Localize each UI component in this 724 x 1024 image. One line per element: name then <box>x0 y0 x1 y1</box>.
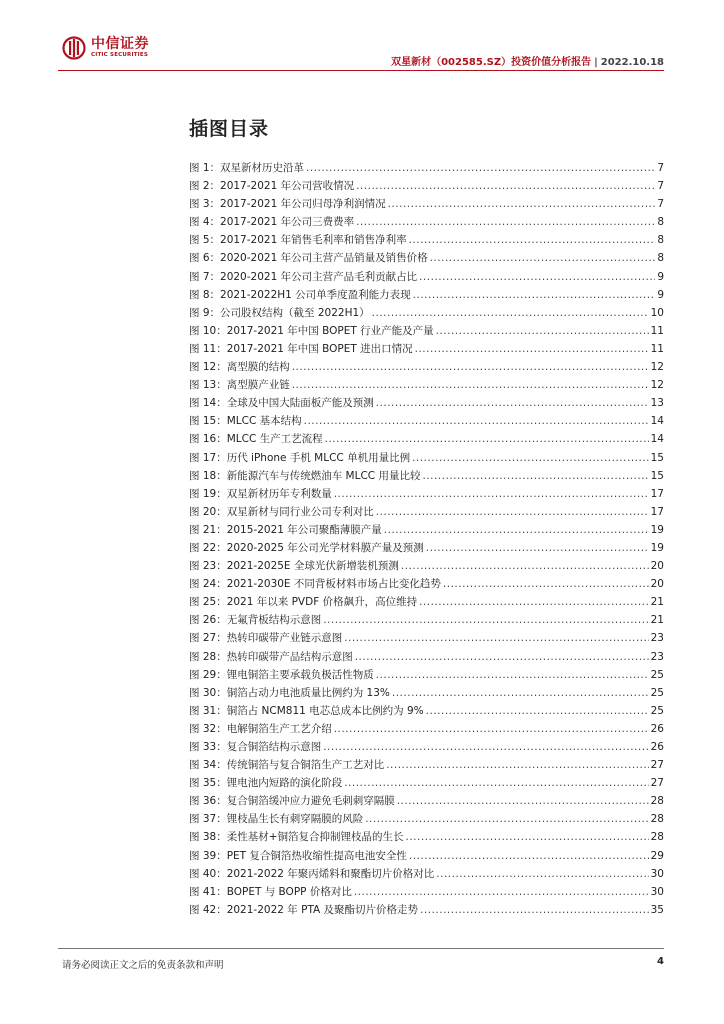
toc-entry-label: 图 11：2017-2021 年中国 BOPET 进出口情况 <box>189 342 413 355</box>
toc-dot-leader <box>401 560 649 572</box>
toc-entry-label: 图 28：热转印碳带产品结构示意图 <box>189 650 353 663</box>
toc-entry[interactable] <box>189 540 664 558</box>
toc-entry-label: 图 19：双星新材历年专利数量 <box>189 487 332 500</box>
toc-entry-label: 图 39：PET 复合铜箔热收缩性提高电池安全性 <box>189 849 407 862</box>
toc-entry-page: 27 <box>650 777 664 790</box>
toc-entry-page: 25 <box>650 686 664 699</box>
toc-entry-page: 13 <box>650 397 664 410</box>
logo-english-name: CITIC SECURITIES <box>91 52 149 59</box>
toc-dot-leader <box>409 234 656 246</box>
toc-entry-label: 图 7：2020-2021 年公司主营产品毛利贡献占比 <box>189 270 418 283</box>
toc-entry-page: 7 <box>657 198 664 211</box>
toc-entry-page: 29 <box>650 849 664 862</box>
toc-entry-label: 图 8：2021-2022H1 公司单季度盈利能力表现 <box>189 288 411 301</box>
toc-entry[interactable] <box>189 431 664 449</box>
toc-entry-label: 图 23：2021-2025E 全球光伏新增装机预测 <box>189 560 399 573</box>
toc-entry-label: 图 33：复合铜箔结构示意图 <box>189 741 322 753</box>
toc-entry-page: 8 <box>657 252 664 265</box>
toc-dot-leader <box>426 705 649 717</box>
toc-entry-label: 图 5：2017-2021 年销售毛利率和销售净利率 <box>189 234 407 247</box>
toc-dot-leader <box>306 162 655 174</box>
toc-entry[interactable] <box>189 323 664 341</box>
toc-entry-page: 35 <box>650 903 664 916</box>
toc-dot-leader <box>384 524 649 536</box>
toc-dot-leader <box>436 868 648 880</box>
toc-entry[interactable] <box>189 902 664 920</box>
toc-entry-page: 25 <box>650 704 664 717</box>
toc-dot-leader <box>420 904 649 916</box>
toc-entry-label: 图 21：2015-2021 年公司聚酯薄膜产量 <box>189 523 382 536</box>
footer-divider <box>58 948 664 949</box>
toc-dot-leader <box>355 651 649 663</box>
toc-entry-label: 图 16：MLCC 生产工艺流程 <box>189 433 323 446</box>
toc-dot-leader <box>365 813 648 825</box>
toc-entry[interactable] <box>189 178 664 196</box>
toc-dot-leader <box>292 379 649 391</box>
toc-entry-page: 20 <box>650 578 664 591</box>
toc-entry-label: 图 36：复合铜箔缓冲应力避免毛刺刺穿隔膜 <box>189 795 395 808</box>
toc-entry[interactable] <box>189 305 664 323</box>
toc-dot-leader <box>323 741 648 753</box>
toc-entry-label: 图 42：2021-2022 年 PTA 及聚酯切片价格走势 <box>189 903 419 916</box>
toc-dot-leader <box>376 506 649 518</box>
toc-dot-leader <box>419 596 649 608</box>
toc-dot-leader <box>325 433 649 445</box>
toc-dot-leader <box>443 578 649 590</box>
toc-entry-label: 图 3：2017-2021 年公司归母净利润情况 <box>189 198 386 211</box>
toc-entry-label: 图 13：离型膜产业链 <box>189 379 290 392</box>
toc-entry[interactable] <box>189 811 664 829</box>
toc-entry-page: 30 <box>650 885 664 898</box>
toc-dot-leader <box>376 397 649 409</box>
toc-entry[interactable] <box>189 468 664 486</box>
toc-entry-label: 图 34：传统铜箔与复合铜箔生产工艺对比 <box>189 759 385 772</box>
toc-dot-leader <box>323 614 648 626</box>
toc-entry[interactable] <box>189 413 664 431</box>
toc-entry-label: 图 22：2020-2025 年公司光学材料膜产量及预测 <box>189 541 424 554</box>
toc-entry[interactable] <box>189 649 664 667</box>
toc-entry[interactable] <box>189 667 664 685</box>
toc-dot-leader <box>422 470 648 482</box>
toc-entry-page: 27 <box>650 759 664 772</box>
toc-entry-page: 11 <box>650 342 664 355</box>
toc-entry-label: 图 35：锂电池内短路的演化阶段 <box>189 777 343 790</box>
header-divider <box>58 70 664 71</box>
toc-entry[interactable] <box>189 232 664 250</box>
toc-dot-leader <box>386 759 648 771</box>
toc-dot-leader <box>419 271 655 283</box>
toc-entry[interactable] <box>189 558 664 576</box>
toc-entry-label: 图 9：公司股权结构（截至 2022H1） <box>189 306 370 319</box>
figure-index-list <box>189 160 664 920</box>
toc-entry[interactable] <box>189 486 664 504</box>
toc-entry[interactable] <box>189 250 664 268</box>
toc-dot-leader <box>409 850 649 862</box>
toc-entry-page: 19 <box>650 541 664 554</box>
toc-entry-label: 图 14：全球及中国大陆面板产能及预测 <box>189 397 374 410</box>
toc-entry-page: 20 <box>650 560 664 573</box>
toc-dot-leader <box>334 488 649 500</box>
toc-dot-leader <box>388 198 656 210</box>
report-date: 2022.10.18 <box>600 57 664 68</box>
toc-entry[interactable] <box>189 612 664 630</box>
toc-entry-page: 15 <box>650 469 664 482</box>
toc-entry-label: 图 10：2017-2021 年中国 BOPET 行业产能及产量 <box>189 324 434 337</box>
toc-dot-leader <box>392 687 649 699</box>
page-number: 4 <box>657 956 664 967</box>
toc-entry-page: 23 <box>650 632 664 645</box>
toc-entry[interactable] <box>189 269 664 287</box>
toc-entry-label: 图 38：柔性基材+铜箔复合抑制锂枝晶的生长 <box>189 831 404 844</box>
toc-entry-label: 图 29：锂电铜箔主要承载负极活性物质 <box>189 668 374 681</box>
toc-entry[interactable] <box>189 377 664 395</box>
toc-dot-leader <box>344 777 648 789</box>
toc-entry[interactable] <box>189 594 664 612</box>
toc-entry-page: 15 <box>650 451 664 464</box>
toc-entry-label: 图 31：铜箔占 NCM811 电芯总成本比例约为 9% <box>189 704 424 717</box>
toc-dot-leader <box>334 723 649 735</box>
toc-entry-label: 图 12：离型膜的结构 <box>189 361 290 374</box>
toc-entry-page: 26 <box>650 741 664 753</box>
toc-dot-leader <box>356 216 655 228</box>
toc-entry[interactable] <box>189 395 664 413</box>
toc-entry-label: 图 26：无氟背板结构示意图 <box>189 614 322 627</box>
toc-entry[interactable] <box>189 341 664 359</box>
toc-entry-page: 19 <box>650 523 664 536</box>
toc-entry-label: 图 37：锂枝晶生长有刺穿隔膜的风险 <box>189 813 364 826</box>
toc-entry[interactable] <box>189 685 664 703</box>
toc-dot-leader <box>344 632 648 644</box>
toc-entry[interactable] <box>189 757 664 775</box>
logo-chinese-name: 中信证券 <box>91 36 149 53</box>
page-title: 插图目录 <box>189 118 270 140</box>
toc-entry-page: 11 <box>650 324 664 337</box>
toc-entry-page: 8 <box>657 234 664 247</box>
toc-dot-leader <box>415 343 649 355</box>
toc-entry-page: 14 <box>650 433 664 446</box>
toc-dot-leader <box>430 252 656 264</box>
toc-entry[interactable] <box>189 522 664 540</box>
toc-entry[interactable] <box>189 450 664 468</box>
toc-entry[interactable] <box>189 576 664 594</box>
toc-dot-leader <box>436 325 649 337</box>
toc-entry[interactable] <box>189 829 664 847</box>
toc-entry-page: 10 <box>650 306 664 319</box>
toc-entry[interactable] <box>189 884 664 902</box>
toc-entry[interactable] <box>189 196 664 214</box>
toc-entry-page: 9 <box>657 288 664 301</box>
toc-dot-leader <box>426 542 649 554</box>
citic-logo-icon <box>62 36 86 60</box>
toc-entry-label: 图 2：2017-2021 年公司营收情况 <box>189 180 355 193</box>
toc-dot-leader <box>376 669 649 681</box>
toc-entry-label: 图 41：BOPET 与 BOPP 价格对比 <box>189 885 352 898</box>
toc-dot-leader <box>356 180 655 192</box>
toc-entry-label: 图 25：2021 年以来 PVDF 价格飙升，高位维持 <box>189 596 418 609</box>
toc-entry[interactable] <box>189 793 664 811</box>
toc-entry[interactable] <box>189 739 664 757</box>
toc-entry-label: 图 18：新能源汽车与传统燃油车 MLCC 用量比较 <box>189 469 421 482</box>
report-info <box>391 53 664 68</box>
toc-entry[interactable] <box>189 703 664 721</box>
toc-entry-page: 30 <box>650 867 664 880</box>
toc-entry-page: 23 <box>650 650 664 663</box>
toc-entry-page: 21 <box>650 614 664 627</box>
toc-entry-page: 28 <box>650 831 664 844</box>
toc-entry-label: 图 1：双星新材历史沿革 <box>189 162 305 174</box>
toc-entry-page: 8 <box>657 216 664 229</box>
toc-entry[interactable] <box>189 775 664 793</box>
toc-dot-leader <box>354 886 649 898</box>
toc-entry[interactable] <box>189 504 664 522</box>
toc-entry-page: 17 <box>650 487 664 500</box>
toc-entry-page: 28 <box>650 795 664 808</box>
toc-entry-page: 26 <box>650 722 664 735</box>
toc-entry-page: 12 <box>650 379 664 392</box>
toc-entry[interactable] <box>189 866 664 884</box>
toc-entry-label: 图 27：热转印碳带产业链示意图 <box>189 632 343 645</box>
toc-dot-leader <box>413 289 656 301</box>
toc-entry[interactable] <box>189 848 664 866</box>
toc-entry-label: 图 24：2021-2030E 不同背板材料市场占比变化趋势 <box>189 578 441 591</box>
toc-entry-page: 28 <box>650 813 664 826</box>
toc-dot-leader <box>292 361 649 373</box>
toc-entry-page: 25 <box>650 668 664 681</box>
toc-entry[interactable] <box>189 721 664 739</box>
toc-entry-page: 12 <box>650 361 664 374</box>
toc-dot-leader <box>304 415 649 427</box>
toc-entry[interactable] <box>189 359 664 377</box>
toc-entry-page: 17 <box>650 505 664 518</box>
toc-entry[interactable] <box>189 214 664 232</box>
toc-entry-label: 图 17：历代 iPhone 手机 MLCC 单机用量比例 <box>189 451 411 464</box>
toc-entry-label: 图 30：铜箔占动力电池质量比例约为 13% <box>189 686 390 699</box>
toc-dot-leader <box>397 795 649 807</box>
report-title: 双星新材（002585.SZ）投资价值分析报告 <box>391 57 592 68</box>
footer-disclaimer: 请务必阅读正文之后的免责条款和声明 <box>62 960 224 971</box>
toc-entry[interactable] <box>189 630 664 648</box>
toc-entry-page: 21 <box>650 596 664 609</box>
toc-entry[interactable] <box>189 287 664 305</box>
toc-entry-page: 7 <box>657 180 664 193</box>
toc-entry-page: 7 <box>657 162 664 174</box>
toc-entry-page: 14 <box>650 415 664 428</box>
header-separator: | <box>594 57 598 68</box>
toc-dot-leader <box>372 307 649 319</box>
toc-entry-label: 图 20：双星新材与同行业公司专利对比 <box>189 505 374 518</box>
toc-entry-label: 图 40：2021-2022 年聚丙烯料和聚酯切片价格对比 <box>189 867 435 880</box>
toc-entry[interactable] <box>189 160 664 178</box>
toc-entry-label: 图 32：电解铜箔生产工艺介绍 <box>189 722 332 735</box>
toc-dot-leader <box>412 452 649 464</box>
citic-logo <box>62 36 149 60</box>
toc-entry-page: 9 <box>657 270 664 283</box>
toc-entry-label: 图 4：2017-2021 年公司三费费率 <box>189 216 355 229</box>
toc-dot-leader <box>406 831 649 843</box>
toc-entry-label: 图 6：2020-2021 年公司主营产品销量及销售价格 <box>189 252 428 265</box>
page-header <box>0 0 724 80</box>
toc-entry-label: 图 15：MLCC 基本结构 <box>189 415 302 428</box>
